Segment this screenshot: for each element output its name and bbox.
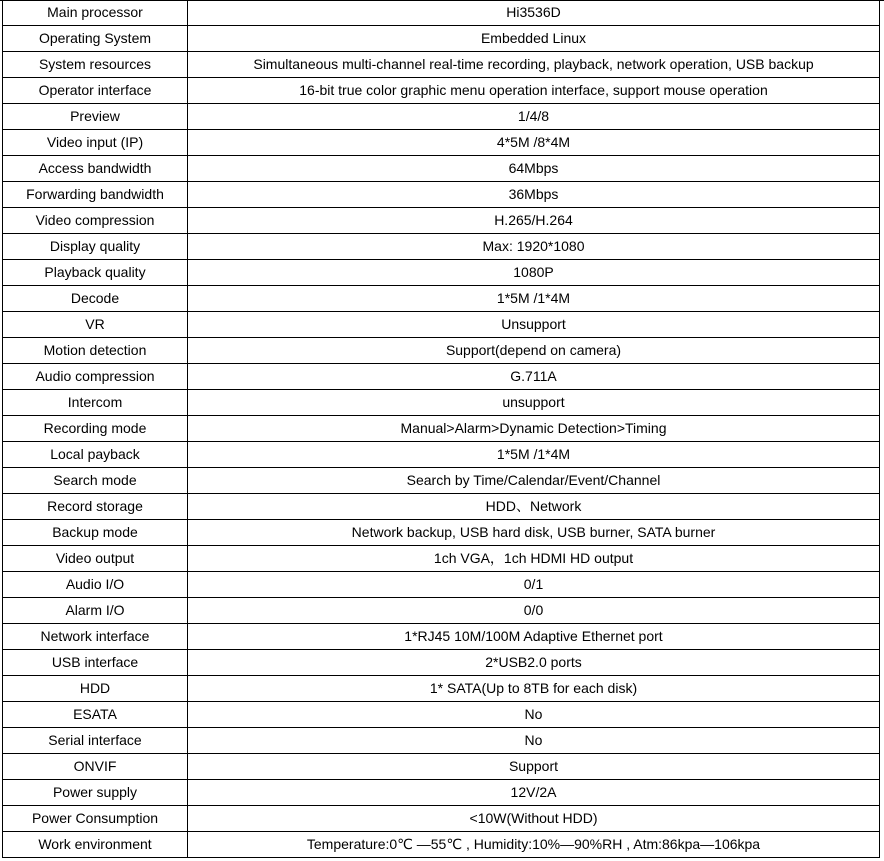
- table-row: [3, 286, 880, 312]
- spec-label: Local payback: [3, 442, 188, 468]
- spec-value: G.711A: [188, 364, 880, 390]
- table-row: [3, 598, 880, 624]
- spec-label: ONVIF: [3, 754, 188, 780]
- table-row: [3, 806, 880, 832]
- spec-label: HDD: [3, 676, 188, 702]
- table-row: [3, 338, 880, 364]
- spec-label: Display quality: [3, 234, 188, 260]
- spec-label: Network interface: [3, 624, 188, 650]
- table-row: [3, 520, 880, 546]
- spec-label: Recording mode: [3, 416, 188, 442]
- spec-value: 16-bit true color graphic menu operation interface, support mouse operation: [188, 78, 880, 104]
- spec-value: 1*5M /1*4M: [188, 442, 880, 468]
- spec-value: 12V/2A: [188, 780, 880, 806]
- spec-label: Video input (IP): [3, 130, 188, 156]
- table-row: [3, 130, 880, 156]
- spec-label: Alarm I/O: [3, 598, 188, 624]
- table-row: [3, 754, 880, 780]
- spec-label: Video output: [3, 546, 188, 572]
- spec-label: ESATA: [3, 702, 188, 728]
- table-row: [3, 416, 880, 442]
- spec-value: Support(depend on camera): [188, 338, 880, 364]
- table-row: [3, 546, 880, 572]
- table-row: [3, 442, 880, 468]
- table-row: [3, 572, 880, 598]
- spec-value: Hi3536D: [188, 0, 880, 26]
- spec-value: 36Mbps: [188, 182, 880, 208]
- spec-table: [2, 0, 880, 858]
- spec-label: Operating System: [3, 26, 188, 52]
- spec-value: Unsupport: [188, 312, 880, 338]
- table-row: [3, 390, 880, 416]
- table-row: [3, 832, 880, 858]
- spec-label: VR: [3, 312, 188, 338]
- spec-value: 0/1: [188, 572, 880, 598]
- spec-label: Backup mode: [3, 520, 188, 546]
- spec-value: 1* SATA(Up to 8TB for each disk): [188, 676, 880, 702]
- spec-label: Forwarding bandwidth: [3, 182, 188, 208]
- spec-label: Playback quality: [3, 260, 188, 286]
- table-row: [3, 78, 880, 104]
- spec-label: Work environment: [3, 832, 188, 858]
- spec-value: 2*USB2.0 ports: [188, 650, 880, 676]
- table-row: [3, 364, 880, 390]
- spec-value: unsupport: [188, 390, 880, 416]
- table-row: [3, 156, 880, 182]
- spec-value: Search by Time/Calendar/Event/Channel: [188, 468, 880, 494]
- spec-label: Power supply: [3, 780, 188, 806]
- table-row: [3, 650, 880, 676]
- spec-label: Power Consumption: [3, 806, 188, 832]
- spec-value: 0/0: [188, 598, 880, 624]
- spec-label: System resources: [3, 52, 188, 78]
- spec-value: Temperature:0℃ —55℃ , Humidity:10%—90%RH , Atm:86kpa—106kpa: [188, 832, 880, 858]
- spec-label: Audio compression: [3, 364, 188, 390]
- spec-value: No: [188, 728, 880, 754]
- spec-label: Access bandwidth: [3, 156, 188, 182]
- spec-label: Video compression: [3, 208, 188, 234]
- spec-value: 1080P: [188, 260, 880, 286]
- table-row: [3, 260, 880, 286]
- table-row: [3, 26, 880, 52]
- table-row: [3, 182, 880, 208]
- spec-value: 1/4/8: [188, 104, 880, 130]
- table-row: [3, 52, 880, 78]
- spec-label: Search mode: [3, 468, 188, 494]
- spec-label: Decode: [3, 286, 188, 312]
- table-row: [3, 494, 880, 520]
- table-row: [3, 312, 880, 338]
- table-row: [3, 208, 880, 234]
- spec-label: Operator interface: [3, 78, 188, 104]
- table-row: [3, 728, 880, 754]
- spec-value: Manual>Alarm>Dynamic Detection>Timing: [188, 416, 880, 442]
- spec-label: Record storage: [3, 494, 188, 520]
- spec-table-body: [3, 0, 880, 858]
- spec-label: Serial interface: [3, 728, 188, 754]
- table-row: [3, 104, 880, 130]
- spec-label: USB interface: [3, 650, 188, 676]
- spec-label: Intercom: [3, 390, 188, 416]
- spec-value: No: [188, 702, 880, 728]
- spec-value: Simultaneous multi-channel real-time recording, playback, network operation, USB backup: [188, 52, 880, 78]
- table-row: [3, 468, 880, 494]
- spec-label: Audio I/O: [3, 572, 188, 598]
- spec-value: 4*5M /8*4M: [188, 130, 880, 156]
- spec-label: Motion detection: [3, 338, 188, 364]
- spec-value: Network backup, USB hard disk, USB burner, SATA burner: [188, 520, 880, 546]
- spec-value: 1ch VGA，1ch HDMI HD output: [188, 546, 880, 572]
- spec-value: Max: 1920*1080: [188, 234, 880, 260]
- spec-value: Embedded Linux: [188, 26, 880, 52]
- spec-value: <10W(Without HDD): [188, 806, 880, 832]
- table-row: [3, 624, 880, 650]
- spec-value: 64Mbps: [188, 156, 880, 182]
- spec-value: 1*RJ45 10M/100M Adaptive Ethernet port: [188, 624, 880, 650]
- table-row: [3, 702, 880, 728]
- table-row: [3, 676, 880, 702]
- spec-value: H.265/H.264: [188, 208, 880, 234]
- spec-label: Preview: [3, 104, 188, 130]
- spec-value: HDD、Network: [188, 494, 880, 520]
- table-row: [3, 0, 880, 26]
- spec-value: 1*5M /1*4M: [188, 286, 880, 312]
- table-row: [3, 780, 880, 806]
- spec-label: Main processor: [3, 0, 188, 26]
- table-row: [3, 234, 880, 260]
- spec-value: Support: [188, 754, 880, 780]
